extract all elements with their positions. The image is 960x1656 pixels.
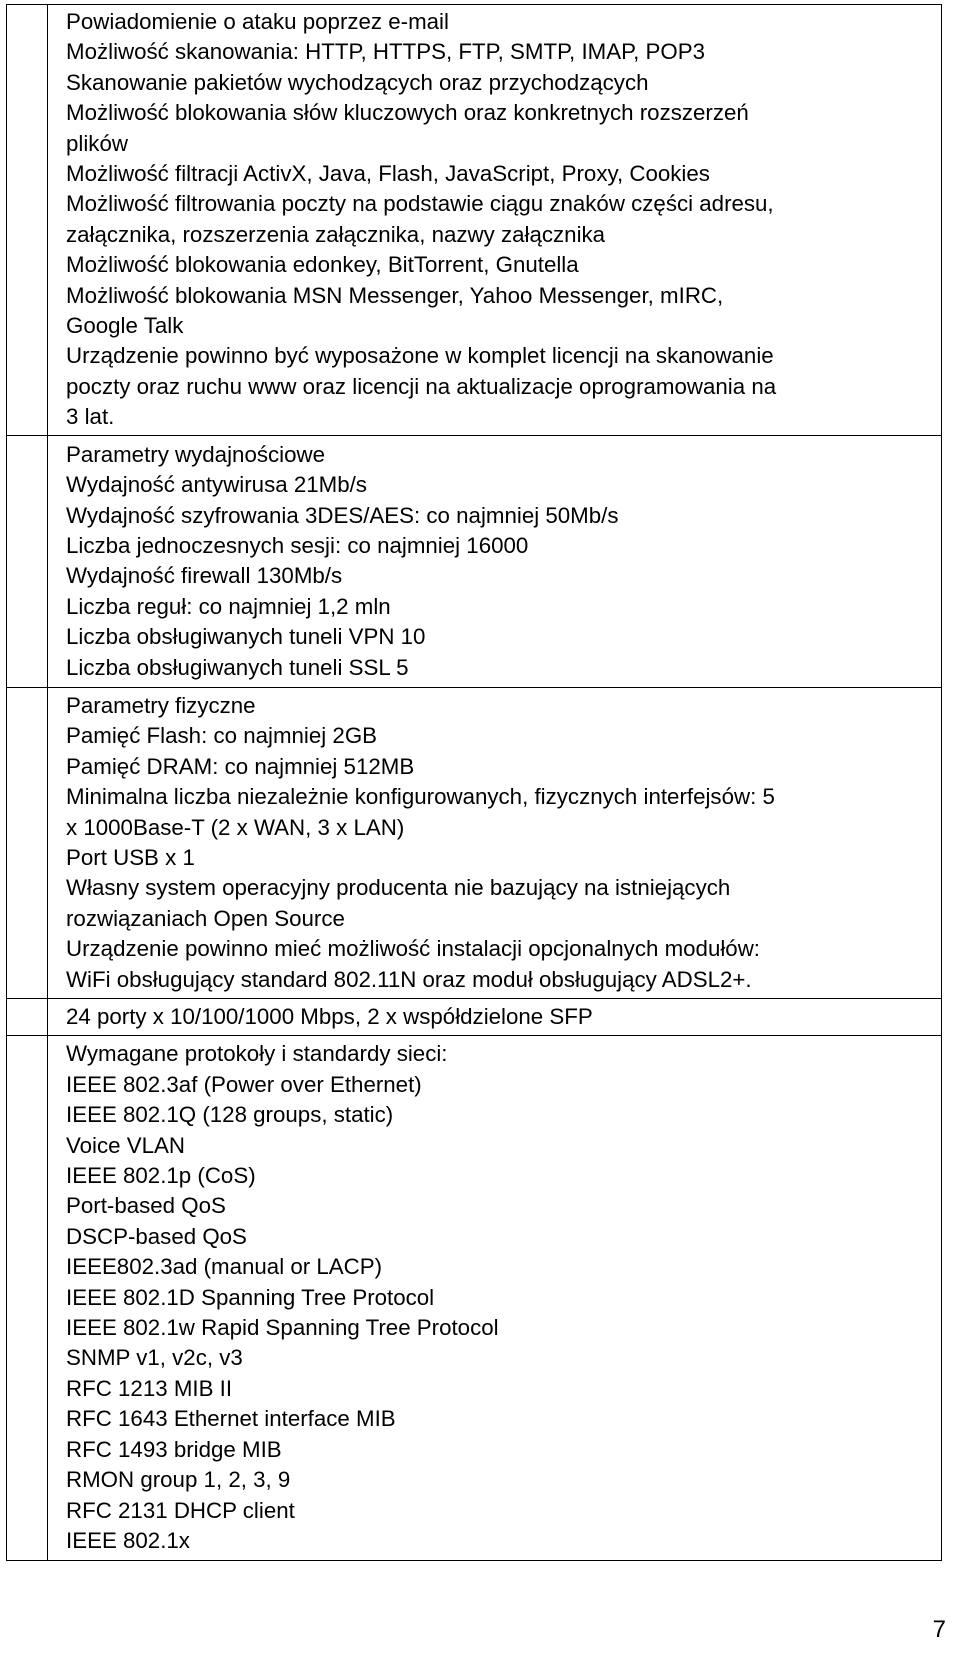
spec-line: RFC 1213 MIB II [66,1375,233,1401]
spec-line: Możliwość filtrowania poczty na podstawie ciągu znaków części adresu, [66,191,774,217]
spec-line: rozwiązaniach Open Source [66,905,345,931]
spec-line: Możliwość skanowania: HTTP, HTTPS, FTP, SMTP, IMAP, POP3 [66,39,705,65]
row-number-cell [6,688,48,998]
row-number-cell [6,5,48,435]
spec-line: Powiadomienie o ataku poprzez e-mail [66,9,449,34]
spec-line: Własny system operacyjny producenta nie bazujący na istniejących [66,875,731,901]
spec-heading: Parametry wydajnościowe [66,441,325,467]
spec-line: RFC 2131 DHCP client [66,1497,295,1523]
spec-line: 3 lat. [66,404,115,430]
table-row [6,436,942,688]
specification-table [6,4,942,1561]
spec-line: plików [66,130,128,156]
spec-line: Urządzenie powinno mieć możliwość instalacji opcjonalnych modułów: [66,936,761,962]
spec-line: poczty oraz ruchu www oraz licencji na aktualizacje oprogramowania na [66,373,777,399]
spec-line: Wydajność firewall 130Mb/s [66,563,343,589]
spec-line: 24 porty x 10/100/1000 Mbps, 2 x współdzielone SFP [66,1004,593,1029]
spec-line: Liczba obsługiwanych tuneli VPN 10 [66,624,426,650]
row-number-cell [6,1036,48,1560]
spec-line: IEEE 802.1p (CoS) [66,1163,256,1189]
spec-line: Port-based QoS [66,1193,226,1219]
spec-line: załącznika, rozszerzenia załącznika, nazwy załącznika [66,221,606,247]
spec-line: Voice VLAN [66,1132,185,1158]
spec-line: DSCP-based QoS [66,1223,247,1249]
row-number-cell [6,999,48,1035]
table-row [6,5,942,436]
spec-line: SNMP v1, v2c, v3 [66,1345,243,1371]
spec-cell [48,436,942,687]
spec-line: Liczba obsługiwanych tuneli SSL 5 [66,654,409,680]
spec-line: x 1000Base-T (2 x WAN, 3 x LAN) [66,814,405,840]
spec-cell [48,999,942,1035]
spec-line: Liczba reguł: co najmniej 1,2 mln [66,593,391,619]
spec-heading: Parametry fizyczne [66,692,256,718]
row-number-cell [6,436,48,687]
page-number: 7 [932,1616,946,1643]
spec-line: Liczba jednoczesnych sesji: co najmniej 16000 [66,532,529,558]
spec-line: WiFi obsługujący standard 802.11N oraz moduł obsługujący ADSL2+. [66,966,752,992]
spec-cell [48,688,942,998]
spec-line: IEEE 802.3af (Power over Ethernet) [66,1071,422,1097]
spec-line: RFC 1493 bridge MIB [66,1436,282,1462]
spec-line: IEEE 802.1D Spanning Tree Protocol [66,1284,435,1310]
spec-cell [48,1036,942,1560]
spec-heading: Wymagane protokoły i standardy sieci: [66,1041,448,1067]
table-row [6,999,942,1036]
spec-line: Minimalna liczba niezależnie konfigurowanych, fizycznych interfejsów: 5 [66,784,775,810]
spec-line: Możliwość blokowania MSN Messenger, Yahoo Messenger, mIRC, [66,282,724,308]
spec-line: Możliwość blokowania słów kluczowych oraz konkretnych rozszerzeń [66,100,749,126]
spec-line: RFC 1643 Ethernet interface MIB [66,1406,396,1432]
table-row [6,688,942,999]
spec-line: IEEE802.3ad (manual or LACP) [66,1254,383,1280]
spec-line: Google Talk [66,313,184,339]
spec-line: Możliwość filtracji ActivX, Java, Flash, JavaScript, Proxy, Cookies [66,161,710,187]
spec-line: Skanowanie pakietów wychodzących oraz przychodzących [66,69,649,95]
spec-line: Pamięć Flash: co najmniej 2GB [66,723,378,749]
table-row [6,1036,942,1561]
spec-line: Wydajność szyfrowania 3DES/AES: co najmniej 50Mb/s [66,502,619,528]
spec-cell [48,5,942,435]
spec-line: Urządzenie powinno być wyposażone w komplet licencji na skanowanie [66,343,774,369]
spec-line: Pamięć DRAM: co najmniej 512MB [66,753,415,779]
spec-line: Możliwość blokowania edonkey, BitTorrent, Gnutella [66,252,579,278]
spec-line: IEEE 802.1w Rapid Spanning Tree Protocol [66,1315,499,1341]
spec-line: Wydajność antywirusa 21Mb/s [66,472,367,498]
spec-line: Port USB x 1 [66,844,195,870]
spec-line: RMON group 1, 2, 3, 9 [66,1467,291,1493]
spec-line: IEEE 802.1x [66,1527,190,1553]
spec-line: IEEE 802.1Q (128 groups, static) [66,1102,394,1128]
